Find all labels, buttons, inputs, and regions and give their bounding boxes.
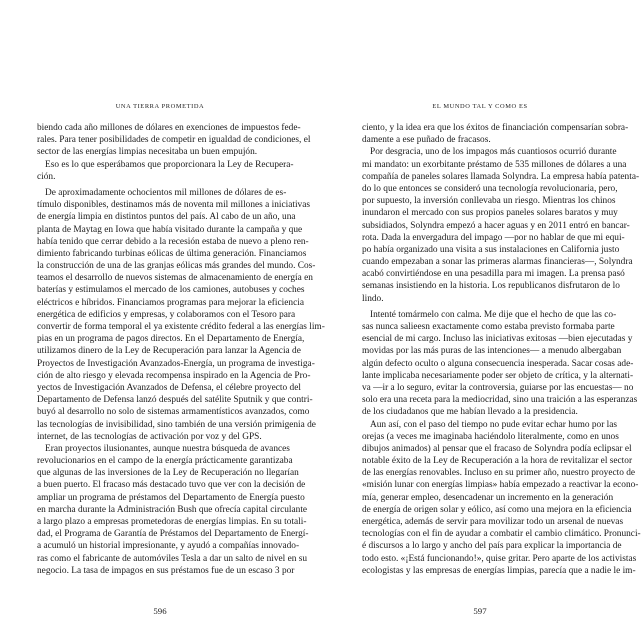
text-line: compañía de paneles solares llamada Solyndra. La empresa había patenta- [362,171,640,182]
text-line: energética, además de servir para movilizar todo un arsenal de nuevas [362,517,624,527]
text-line: energética de edificios y empresas, y colaboramos con el Tesoro para [37,309,296,320]
text-line: De aproximadamente ochocientos mil millones de dólares de es- [45,187,287,198]
text-line: de los ciudadanos que me habían llevado a la presidencia. [362,407,578,418]
text-line: por supuesto, la inversión conllevaba un riesgo. Mientras los chinos [362,196,616,207]
text-line: rota. Dada la envergadura del impago —por no hablar de que mi equi- [362,232,625,243]
text-line: ampliar un programa de préstamos del Departamento de Energía puesto [37,492,305,503]
text-line: a acumuló un historial impresionante, y ayudó a compañías innovado- [37,541,300,552]
text-line: las tecnologías de invisibilidad, sino también de una versión primigenia de [37,419,316,430]
text-line: algún defecto oculto o alguna consecuencia inesperada. Sacar cosas ade- [362,358,634,369]
text-line: po había organizado una visita a sus instalaciones en California justo [362,244,620,255]
text-line: ción. [37,171,56,182]
text-line: revolucionarios en el campo de la energía prácticamente garantizaba [37,456,293,467]
text-line: ecologistas y las empresas de energías limpias, parecía que a nadie le im- [362,565,636,576]
text-line: convertir de forma temporal el ya existente crédito federal a las energías lim- [37,322,325,332]
text-line: buyó al desarrollo no solo de sistemas armamentísticos avanzados, como [37,407,310,418]
text-line: pias en un programa de pagos directos. En el Departamento de Energía, [37,334,305,345]
right-running-head: EL MUNDO TAL Y COMO ES [432,103,528,110]
text-line: baterías y estimulamos el mercado de los camiones, autobuses y coches [37,285,305,296]
text-line: cuando empezaban a sonar las primeras alarmas financieras—, Solyndra [362,257,633,268]
text-line: había tenido que cerrar debido a la recesión estaba de nuevo a pleno ren- [37,236,309,247]
right-body-text [362,122,641,577]
text-line: ras como el fabricante de automóviles Tesla a dar un salto de nivel en su [37,553,308,564]
text-line: rales. Para tener posibilidades de competir en igualdad de condiciones, el [37,135,311,146]
text-line: de energía de origen solar y eólico, así como una mejora en la eficiencia [362,504,632,515]
text-line: Eran proyectos ilusionantes, aunque nuestra búsqueda de avances [45,443,290,454]
text-line: sas nunca salieesn exactamente como estaba previsto formaba parte [362,322,615,332]
text-line: inundaron el mercado con sus propios paneles solares baratos y muy [362,208,618,219]
text-line: negocio. La tasa de impagos en sus préstamos fue de un escaso 3 por [37,565,295,576]
text-line: subsidiados, Solyndra empezó a hacer aguas y en 2011 entró en bancar- [362,220,630,231]
text-line: todo esto. «¡Está funcionando!», quise gritar. Pero aparte de los activistas [362,553,637,564]
text-line: yectos de Investigación Avanzados de Defensa, el célebre proyecto del [37,382,301,393]
text-line: sector de las energías limpias necesitaba un buen empujón. [37,147,258,158]
text-line: teamos el desarrollo de nuevos sistemas de almacenamiento de energía en [37,273,313,284]
left-page-number: 596 [153,606,167,616]
text-line: en marcha durante la Administración Bush que ofrecía capital circulante [37,504,308,515]
text-line: solo era una receta para la mediocridad, sino una traición a las esperanzas [362,395,638,406]
text-line: planta de Maytag en Iowa que había visitado durante la campaña y que [37,224,303,235]
text-line: tímulo disponibles, destinamos más de noventa mil millones a iniciativas [37,200,311,211]
text-line: do lo que entonces se consideró una tecnología revolucionaria, pero, [362,183,618,194]
text-line: é discursos a lo largo y ancho del país para explicar la importancia de [362,541,622,552]
right-page [320,0,640,640]
text-line: notable éxito de la Ley de Recuperación a la hora de revitalizar el sector [362,456,633,467]
text-line: de energía limpia en distintos puntos del país. Al cabo de un año, una [37,212,296,223]
left-body-text [37,122,325,577]
text-line: va —ir a lo seguro, evitar la controversia, guiarse por las encuestas— no [362,382,634,393]
text-line: internet, de las tecnologías de activación por voz y del GPS. [37,431,262,442]
text-line: dad, el Programa de Garantía de Préstamos del Departamento de Energí- [37,529,309,540]
text-line: Proyectos de Investigación Avanzados-Energía, un programa de investiga- [37,358,315,369]
text-line: mía, generar empleo, desencadenar un incremento en la generación [362,492,614,503]
text-line: a largo plazo a empresas prometedoras de energías limpias. En su totali- [37,517,307,527]
text-line: eléctricos e híbridos. Financiamos programas para mejorar la eficiencia [37,297,304,308]
text-line: acabó convirtiéndose en una pesadilla para mi imagen. La prensa pasó [362,269,625,280]
text-line: Intenté tomármelo con calma. Me dije que el hecho de que las co- [370,309,617,320]
text-line: Departamento de Defensa lanzó después del satélite Sputnik y que contri- [37,395,313,406]
text-line: tecnologías con el fin de ayudar a combatir el cambio climático. Pronunci- [362,529,641,540]
text-line: esencial de mi cargo. Incluso las iniciativas exitosas —bien ejecutadas y [362,334,633,345]
text-line: Eso es lo que esperábamos que proporcionara la Ley de Recupera- [45,159,294,170]
text-line: la construcción de una de las granjas eólicas más grandes del mundo. Cos- [37,261,316,272]
text-line: dimiento fabricando turbinas eólicas de última generación. Financiamos [37,248,307,259]
text-line: Por desgracia, uno de los impagos más cuantiosos ocurrió durante [370,147,617,158]
text-line: utilizamos dinero de la Ley de Recuperación para lanzar la Agencia de [37,346,301,357]
left-running-head: UNA TIERRA PROMETIDA [115,103,205,110]
text-line: orejas (a veces me imaginaba haciéndolo literalmente, como en unos [362,431,619,442]
text-line: lindo. [362,293,384,304]
text-line: semanas insistiendo en la historia. Los republicanos disfrutaron de lo [362,281,620,292]
text-line: damente a ese puñado de fracasos. [362,135,491,146]
text-line: que algunas de las inversiones de la Ley de Recuperación no llegarían [37,468,299,479]
text-line: lante implicaba necesariamente poder ser objeto de crítica, y la alternati- [362,370,634,381]
text-line: movidas por las más puras de las intenciones— a menudo albergaban [362,346,622,357]
text-line: «misión lunar con energías limpias» había empezado a reactivar la econo- [362,480,639,491]
text-line: ción de alto riesgo y elevada recompensa inspirado en la Agencia de Pro- [37,370,311,381]
text-line: mi mandato: un exorbitante préstamo de 535 millones de dólares a una [362,159,627,170]
text-line: ciento, y la idea era que los éxitos de financiación compensarían sobra- [362,123,629,133]
text-line: dibujos animados) al pensar que el fracaso de Solyndra podía eclipsar el [362,443,632,454]
text-line: a buen puerto. El fracaso más destacado tuvo que ver con la decisión de [37,480,306,491]
right-page-number: 597 [473,606,487,616]
text-line: biendo cada año millones de dólares en exenciones de impuestos fede- [37,123,301,133]
text-line: de las energías renovables. Incluso en su primer año, nuestro proyecto de [362,468,636,479]
text-line: Aun así, con el paso del tiempo no pude evitar echar humo por las [370,419,618,430]
